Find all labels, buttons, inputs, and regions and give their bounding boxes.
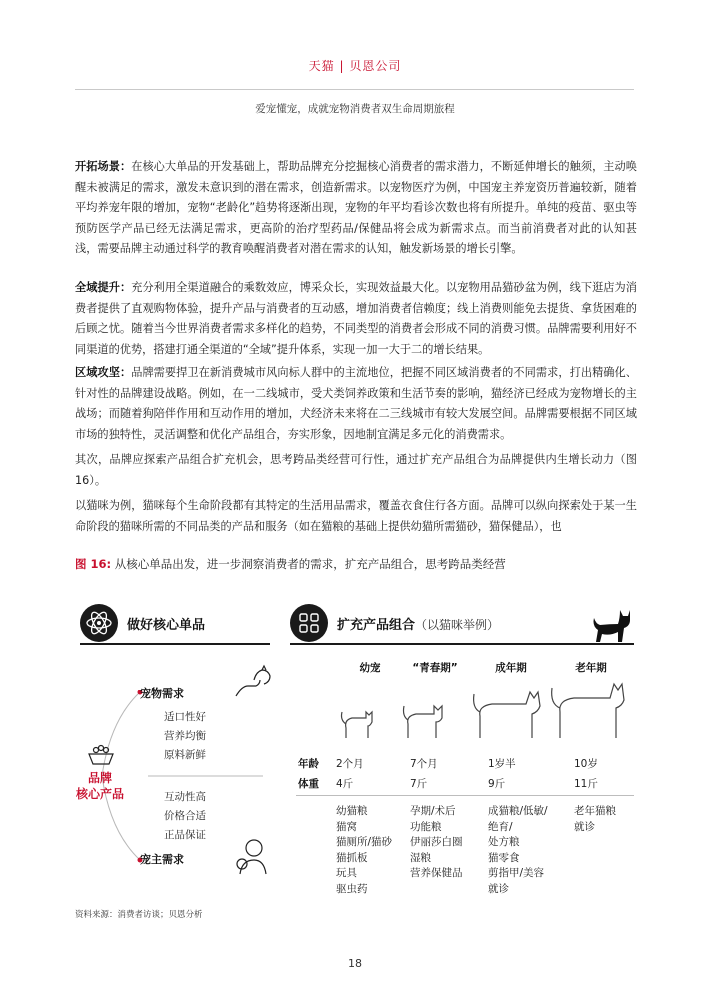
- header-brand: 天猫 | 贝恩公司: [308, 59, 402, 73]
- owner-needs-label: 宠主需求: [140, 853, 184, 866]
- paragraph-omnichannel: [75, 278, 637, 360]
- stage-name: 老年期: [575, 662, 607, 674]
- product-item: 老年猫粮: [574, 805, 616, 817]
- brand-core-label: 品牌 核心产品: [75, 771, 124, 801]
- grid-icon: [290, 604, 328, 642]
- product-item: 伊丽莎白圈: [410, 836, 463, 848]
- figure-label: 图 16:: [75, 557, 112, 571]
- product-item: 玩具: [336, 867, 357, 879]
- stage-weight: 7斤: [410, 778, 428, 790]
- hand-pet-icon: [232, 664, 274, 702]
- food-bowl-icon: [86, 742, 116, 768]
- product-item: 猫厕所/猫砂: [336, 836, 393, 848]
- stage-products-adult: [488, 804, 548, 897]
- product-item: 猫窝: [336, 820, 357, 833]
- product-item: 猫抓板: [336, 851, 368, 864]
- pet-need-item: 营养均衡: [164, 730, 206, 742]
- product-item: 剪指甲/美容: [488, 867, 545, 879]
- product-item: 绝育/: [488, 820, 513, 833]
- product-item: 营养保健品: [410, 867, 463, 879]
- product-item: 湿粮: [410, 851, 431, 864]
- paragraph-lead: 开拓场景：: [75, 160, 132, 173]
- section-title-core: 做好核心单品: [127, 618, 206, 633]
- stage-products-senior: [574, 804, 616, 835]
- stage-age: 7个月: [410, 758, 438, 770]
- stage-age: 2个月: [336, 758, 364, 770]
- paragraph-regional: [75, 363, 637, 445]
- product-item: 驱虫药: [336, 882, 368, 895]
- page-number: 18: [348, 957, 362, 970]
- paragraph-lead: 全域提升：: [75, 281, 132, 294]
- adult-cat-icon: [468, 682, 554, 742]
- paragraph-text: 在核心大单品的开发基础上，帮助品牌充分挖掘核心消费者的需求潜力，不断延伸增长的触须，主动唤醒未被满足的需求，激发未意识到的潜在需求，创造新需求。以宠物医疗为例，中国宠主养宠资历普遍较新，随着平均养宠年限的增加，宠物“老龄化”趋势将逐渐出现，宠物的年平均看诊次数也将有所提升。单纯的疫苗、驱虫等预防医学产品已经无法满足需求，更高阶的治疗型药品/保健品将会成为新需求点。而当前消费者对此的认知甚浅，需要品牌主动通过科学的教育唤醒消费者对潜在需求的认知，触发新场景的增长引擎。: [75, 160, 637, 255]
- paragraph-text: 品牌需要捍卫在新消费城市风向标人群中的主流地位，把握不同区域消费者的不同需求，打出精确化、针对性的品牌建设战略。例如，在一二线城市，受犬类饲养政策和生活节奏的影响，猫经济已经成为宠物增长的主战场；而随着狗陪伴作用和互动作用的增加，犬经济未来将在二三线城市有较大发展空间。品牌需要根据不同区域市场的独特性，灵活调整和优化产品组合，夯实形象，因地制宜满足多元化的消费需求。: [75, 366, 637, 441]
- row-label-weight: 体重: [298, 778, 319, 790]
- stage-weight: 11斤: [574, 778, 598, 790]
- atom-icon: [80, 604, 118, 642]
- figure-title: [75, 556, 635, 572]
- paragraph-lead: 区域攻坚：: [75, 366, 132, 379]
- stage-products-teen: [410, 804, 463, 882]
- paragraph-text: 其次，品牌应探索产品组合扩充机会，思考跨品类经营可行性，通过扩充产品组合为品牌提供内生增长动力（图16）。: [75, 453, 637, 487]
- pet-needs-label: 宠物需求: [140, 687, 184, 700]
- row-label-age: 年龄: [298, 758, 319, 770]
- pet-need-item: 原料新鲜: [164, 749, 206, 761]
- owner-need-item: 价格合适: [164, 810, 206, 822]
- product-item: 就诊: [574, 820, 595, 833]
- stage-name: “青春期”: [412, 662, 458, 674]
- paragraph-text: 以猫咪为例，猫咪每个生命阶段都有其特定的生活用品需求，覆盖衣食住行各方面。品牌可以纵向探索处于某一生命阶段的猫咪所需的不同品类的产品和服务（如在猫粮的基础上提供幼猫所需猫砂，猫保健品），也: [75, 499, 637, 533]
- product-item: 成猫粮/低敏/: [488, 805, 548, 817]
- stage-weight: 9斤: [488, 778, 506, 790]
- paragraph-portfolio: [75, 450, 637, 491]
- kitten-icon: [338, 700, 380, 742]
- product-item: 功能粮: [410, 820, 442, 833]
- owner-need-item: 互动性高: [164, 791, 206, 803]
- pet-need-item: 适口性好: [164, 711, 206, 723]
- section-title-expand-text: 扩充产品组合: [337, 618, 416, 633]
- stage-name: 幼宠: [359, 662, 381, 674]
- owner-need-item: 正品保证: [164, 829, 206, 841]
- section-title-expand: [337, 614, 499, 633]
- header-subtitle: 爱宠懂宠，成就宠物消费者双生命周期旅程: [255, 103, 455, 115]
- section-rule-expand: [290, 643, 634, 645]
- table-divider: [296, 795, 634, 796]
- product-item: 幼猫粮: [336, 805, 368, 817]
- stage-age: 10岁: [574, 758, 598, 770]
- figure-caption: 从核心单品出发，进一步洞察消费者的需求，扩充产品组合，思考跨品类经营: [111, 557, 506, 571]
- paragraph-cat-example: [75, 496, 637, 537]
- header-divider: [75, 89, 634, 90]
- figure-source: 资料来源：消费者访谈；贝恩分析: [75, 910, 203, 920]
- product-item: 处方粮: [488, 836, 520, 848]
- stage-weight: 4斤: [336, 778, 354, 790]
- product-item: 猫零食: [488, 851, 520, 864]
- section-rule-core: [80, 643, 270, 645]
- section-title-note: （以猫咪举例）: [415, 618, 500, 632]
- senior-cat-icon: [548, 674, 638, 742]
- paragraph-text: 充分利用全渠道融合的乘数效应，博采众长，实现效益最大化。以宠物用品猫砂盆为例，线下逛店为消费者提供了直观购物体验，提升产品与消费者的互动感，增加消费者信赖度；线上消费则能免去提货、拿货困难的后顾之忧。随着当今世界消费者需求多样化的趋势，不同类型的消费者会形成不同的消费习惯。品牌需要利用好不同渠道的优势，搭建打通全渠道的“全域”提升体系，实现一加一大于二的增长结果。: [75, 281, 637, 356]
- stage-age: 1岁半: [488, 758, 516, 770]
- product-item: 就诊: [488, 882, 509, 895]
- product-item: 孕期/术后: [410, 805, 456, 817]
- teen-cat-icon: [400, 694, 452, 742]
- black-cat-icon: [590, 608, 634, 646]
- stage-name: 成年期: [495, 662, 527, 674]
- stage-products-kitten: [336, 804, 392, 897]
- paragraph-explore: [75, 157, 637, 260]
- owner-with-pet-icon: [232, 836, 270, 876]
